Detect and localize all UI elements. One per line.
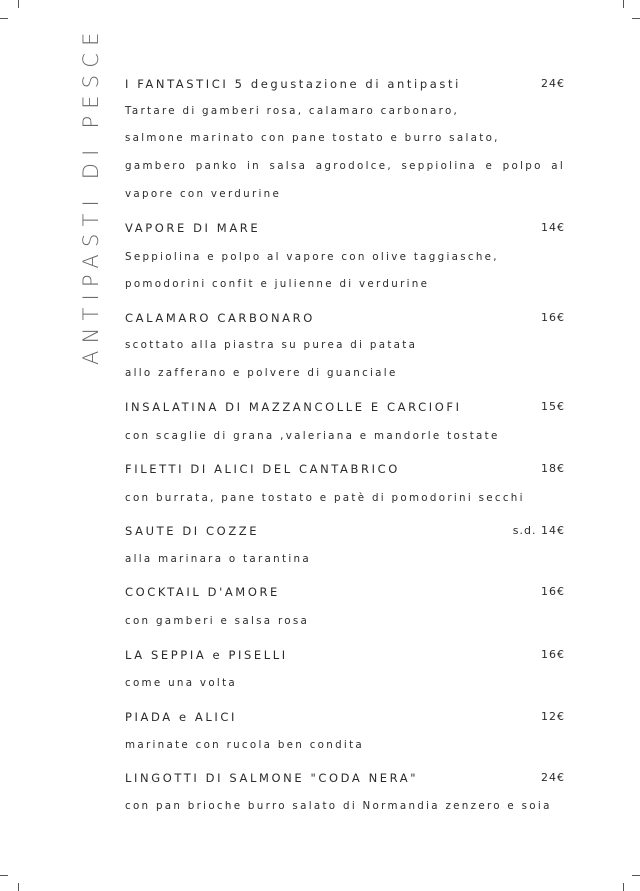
item-description: allo zafferano e polvere di guanciale — [125, 367, 398, 379]
item-name: INSALATINA DI MAZZANCOLLE E CARCIOFI — [125, 400, 462, 414]
menu-item-title — [125, 459, 565, 479]
item-name: LINGOTTI DI SALMONE "CODA NERA" — [125, 771, 419, 785]
item-description: con pan brioche burro salato di Normandia zenzero e soia — [125, 800, 552, 812]
item-price: 12€ — [541, 710, 565, 723]
item-price: 15€ — [541, 400, 565, 413]
menu-item-title — [125, 521, 565, 541]
menu-item-title — [125, 218, 565, 238]
item-name: PIADA e ALICI — [125, 710, 237, 724]
crop-mark-br-v — [623, 883, 624, 891]
item-description: scottato alla piastra su purea di patata — [125, 339, 418, 351]
item-name: CALAMARO CARBONARO — [125, 311, 315, 325]
crop-mark-tr-v — [623, 0, 624, 8]
menu-item-title — [125, 707, 565, 727]
item-description: salmone marinato con pane tostato e burro salato, — [125, 132, 500, 144]
item-description: con burrata, pane tostato e patè di pomodorini secchi — [125, 492, 525, 504]
item-name: I FANTASTICI 5 degustazione di antipasti — [125, 77, 461, 91]
item-description: Tartare di gamberi rosa, calamaro carbonaro, — [125, 105, 460, 117]
item-name: LA SEPPIA e PISELLI — [125, 648, 288, 662]
menu-item-title — [125, 397, 565, 417]
crop-mark-bl-v — [18, 883, 19, 891]
item-description: gambero panko in salsa agrodolce, seppiolina e polpo al — [125, 160, 565, 172]
item-price: 16€ — [541, 585, 565, 598]
menu-item-title — [125, 308, 565, 328]
item-price: 16€ — [541, 311, 565, 324]
menu-item-title — [125, 74, 565, 94]
crop-mark-tl-v — [18, 0, 19, 8]
menu-item-title — [125, 582, 565, 602]
menu-item-title — [125, 768, 565, 788]
item-price: 24€ — [541, 77, 565, 90]
menu-item-title — [125, 645, 565, 665]
item-description: con scaglie di grana ,valeriana e mandorle tostate — [125, 430, 500, 442]
crop-mark-br-h — [632, 875, 640, 876]
item-description: vapore con verdurine — [125, 188, 282, 200]
item-price: 18€ — [541, 462, 565, 475]
crop-mark-bl-h — [0, 875, 8, 876]
item-price: 16€ — [541, 648, 565, 661]
item-description: marinate con rucola ben condita — [125, 739, 365, 751]
item-description: come una volta — [125, 677, 238, 689]
section-heading: ANTIPASTI DI PESCE — [79, 25, 103, 365]
item-description: con gamberi e salsa rosa — [125, 615, 310, 627]
item-description: Seppiolina e polpo al vapore con olive taggiasche, — [125, 251, 499, 263]
item-name: SAUTE DI COZZE — [125, 524, 260, 538]
item-description: alla marinara o tarantina — [125, 553, 311, 565]
item-price: 24€ — [541, 771, 565, 784]
item-name: FILETTI DI ALICI DEL CANTABRICO — [125, 462, 400, 476]
item-name: VAPORE DI MARE — [125, 221, 261, 235]
item-price: 14€ — [541, 221, 565, 234]
item-name: COCKTAIL D'AMORE — [125, 585, 280, 599]
crop-mark-tl-h — [0, 18, 8, 19]
item-description: pomodorini confit e julienne di verdurine — [125, 278, 430, 290]
item-price: s.d. 14€ — [512, 524, 565, 537]
crop-mark-tr-h — [632, 18, 640, 19]
